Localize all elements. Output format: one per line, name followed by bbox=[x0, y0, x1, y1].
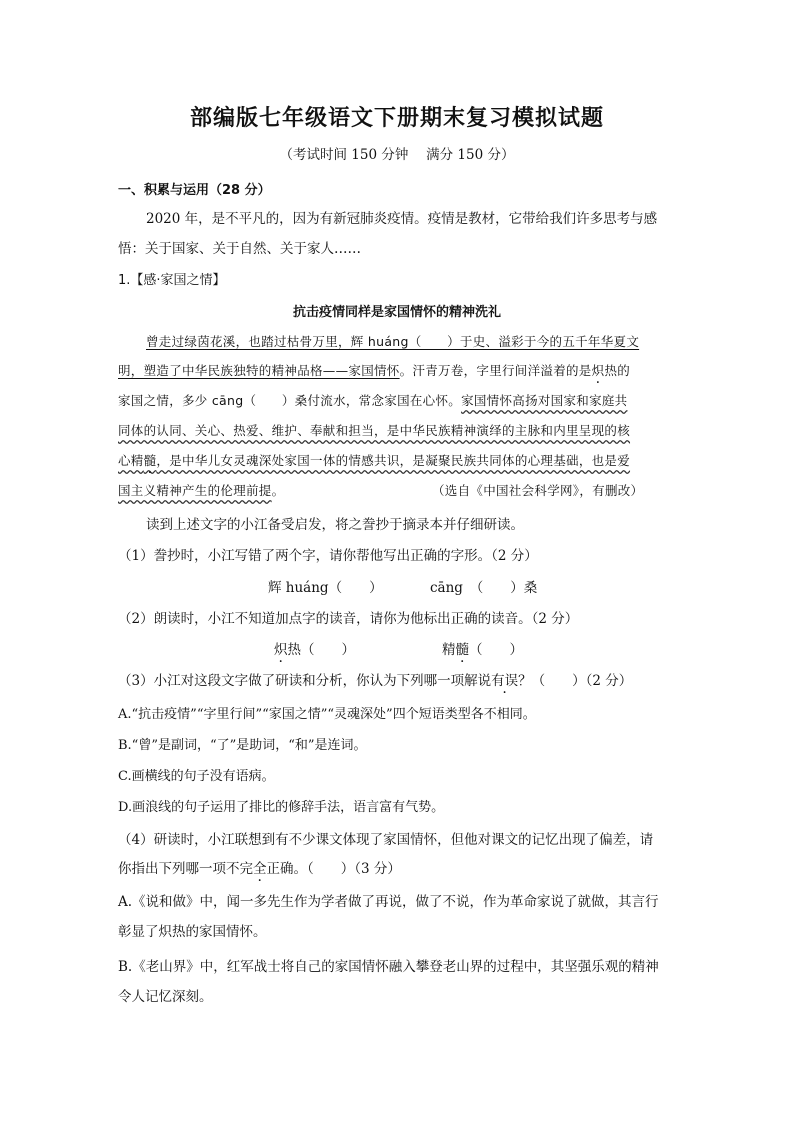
option-a: A.“抗击疫情”“字里行间”“家国之情”“灵魂深处”四个短语类型各不相同。 bbox=[118, 707, 536, 722]
exam-title: 部编版七年级语文下册期末复习模拟试题 bbox=[189, 105, 604, 131]
dotted-emphasis: 有误 bbox=[491, 673, 519, 689]
question-1-4-line-2 bbox=[118, 860, 401, 878]
question-1-3 bbox=[118, 672, 632, 690]
passage-line-4 bbox=[118, 422, 630, 440]
blank-text: 热（ ） bbox=[287, 642, 355, 658]
option-4a-line-1: A.《说和做》中，闻一多先生作为学者做了再说，做了不说，作为革命家说了就做，其言行 bbox=[118, 894, 659, 910]
intro-line-2: 悟：关于国家、关于自然、关于家人…… bbox=[118, 241, 361, 257]
dotted-char: 炽 bbox=[591, 363, 605, 378]
passage-title: 抗击疫情同样是家国情怀的精神洗礼 bbox=[292, 305, 501, 320]
question-text: ？（ ）（2 分） bbox=[518, 673, 633, 689]
dotted-char: 髓 bbox=[455, 642, 469, 658]
dotted-emphasis: 不完全正确 · bbox=[226, 861, 294, 877]
passage-text: 。 bbox=[271, 483, 285, 498]
passage-text: ，是中华儿女灵魂深处家国一体的情感共识，是凝聚民族共同体的心理基础，也是爱 bbox=[156, 453, 631, 468]
wavy-sentence: 家国情怀高扬对国家和家庭共 bbox=[461, 393, 628, 408]
dotted-char: 炽 bbox=[274, 642, 288, 658]
reading-note: 读到上述文字的小江备受启发，将之誊抄于摘录本并仔细研读。 bbox=[146, 517, 524, 533]
passage-text: 家国之情，多少 cāng（ ）桑付流水，常念家国在心怀。 bbox=[118, 393, 462, 408]
wavy-sentence: 同体的认同、关心、热爱、维护、奉献和担当，是中华民族精神演绎的主脉和内里呈现的核 bbox=[118, 423, 631, 438]
option-4b-line-2: 令人记忆深刻。 bbox=[118, 989, 213, 1005]
question-1-1: （1）誊抄时，小江写错了两个字，请你帮他写出正确的字形。（2 分） bbox=[118, 548, 538, 564]
passage-line-3 bbox=[118, 392, 627, 410]
passage-text: 。汗青万卷，字里行间洋溢着的是 bbox=[399, 363, 592, 378]
blank-text: （ ） bbox=[469, 642, 523, 658]
passage-source: （选自《中国社会科学网》，有删改） bbox=[432, 483, 644, 498]
question-text: 。（ ）（3 分） bbox=[293, 861, 401, 877]
answer-blank-jingsui[interactable] bbox=[442, 641, 523, 659]
question-1-2: （2）朗读时，小江不知道加点字的读音，请你为他标出正确的读音。（2 分） bbox=[118, 611, 579, 627]
option-c: C.画横线的句子没有语病。 bbox=[118, 769, 275, 784]
dotted-char: 髓 bbox=[143, 453, 157, 468]
question-text: （3）小江对这段文字做了研读和分析，你认为下列哪一项解说 bbox=[118, 673, 492, 689]
passage-text: 心精 bbox=[118, 453, 144, 468]
passage-line-6 bbox=[118, 482, 284, 500]
option-4b-line-1: B.《老山界》中，红军战士将自己的家国情怀融入攀登老山界的过程中，其坚强乐观的精神 bbox=[118, 959, 659, 975]
underlined-sentence: 曾走过绿茵花溪，也踏过枯骨万里，辉 huáng（ ）于史、溢彩于今的五千年华夏文 bbox=[146, 334, 640, 349]
option-d: D.画浪线的句子运用了排比的修辞手法，语言富有气势。 bbox=[118, 800, 445, 815]
intro-line-1: 2020 年，是不平凡的，因为有新冠肺炎疫情。疫情是教材，它带给我们许多思考与感 bbox=[146, 211, 658, 227]
question-text: 你指出下列哪一项 bbox=[118, 861, 226, 877]
passage-text: 热的 bbox=[604, 363, 631, 378]
blank-text: 精 bbox=[442, 642, 456, 658]
section-heading: 一、积累与运用（28 分） bbox=[118, 183, 271, 198]
wavy-sentence bbox=[118, 453, 630, 468]
passage-line-2 bbox=[118, 362, 630, 380]
answer-blank-huang[interactable]: 辉 huáng（ ） bbox=[268, 580, 383, 596]
answer-blank-chire[interactable] bbox=[274, 641, 355, 659]
underlined-sentence-end: 明，塑造了中华民族独特的精神品格——家国情怀 bbox=[118, 363, 400, 378]
exam-subtitle: （考试时间 150 分钟 满分 150 分） bbox=[279, 147, 515, 163]
option-4a-line-2: 彰显了炽热的家国情怀。 bbox=[118, 924, 267, 940]
answer-blank-cang[interactable]: cāng （ ）桑 bbox=[430, 580, 538, 596]
wavy-sentence-end: 国主义精神产生的伦理前提 bbox=[118, 483, 272, 498]
passage-line-1 bbox=[146, 333, 639, 351]
option-b: B.“曾”是副词，“了”是助词，“和”是连词。 bbox=[118, 738, 367, 753]
passage-line-5 bbox=[118, 452, 630, 470]
question-1-label: 1.【感·家国之情】 bbox=[118, 273, 226, 288]
question-1-4-line-1: （4）研读时，小江联想到有不少课文体现了家国情怀，但他对课文的记忆出现了偏差，请 bbox=[118, 832, 654, 848]
